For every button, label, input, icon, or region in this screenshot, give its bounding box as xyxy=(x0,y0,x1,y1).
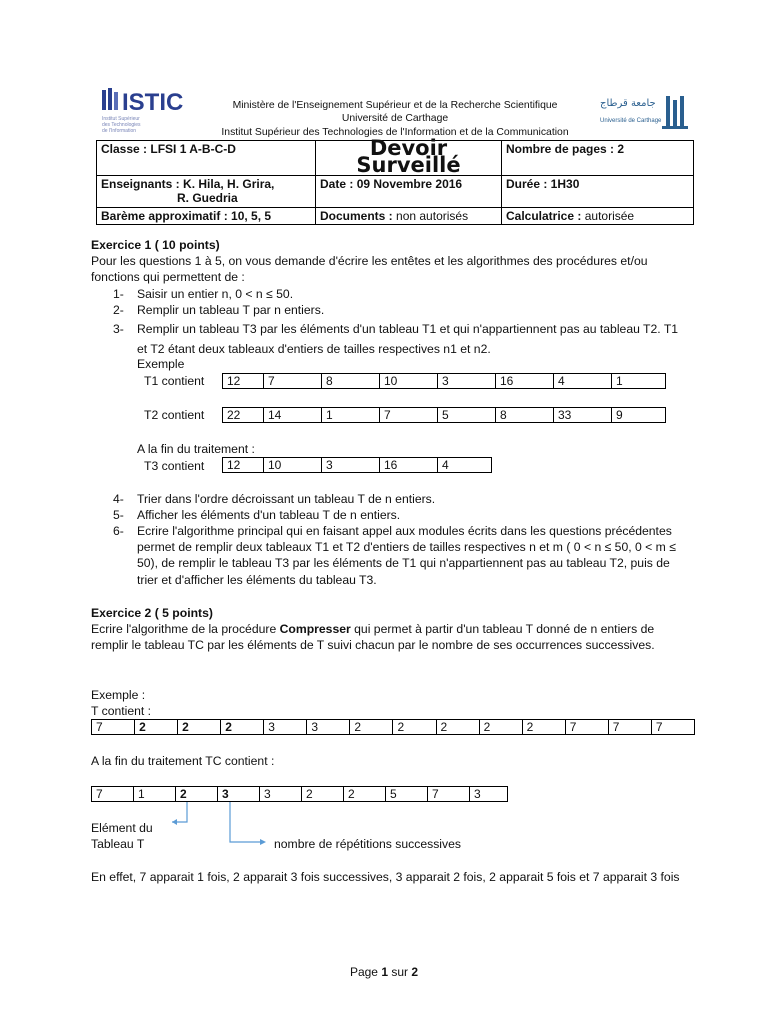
t-cell: 2 xyxy=(522,720,565,735)
ex2-intro: Ecrire l'algorithme de la procédure Compresser qui permet à partir d'un tableau T donné de n entiers de remplir le tableau TC par les éléments de T suivi chacun par le nombre de ses occurrences successives. xyxy=(91,622,655,653)
t-cell: 3 xyxy=(264,720,307,735)
tc-cell: 1 xyxy=(134,787,176,802)
ex2-explanation: En effet, 7 apparait 1 fois, 2 apparait 3 fois successives, 3 apparait 2 fois, 2 apparait 5 fois et 7 apparait 3 fois xyxy=(91,870,680,884)
exam-title: Devoir Surveillé xyxy=(316,141,502,176)
svg-text:جامعة قرطاج: جامعة قرطاج xyxy=(600,98,656,109)
pages-cell: Nombre de pages : 2 xyxy=(502,141,694,176)
t1-cell: 10 xyxy=(380,374,438,389)
t2-cell: 5 xyxy=(438,408,496,423)
t1-cell: 12 xyxy=(223,374,264,389)
tc-cell: 5 xyxy=(386,787,428,802)
t1-cell: 7 xyxy=(264,374,322,389)
classe-cell: Classe : LFSI 1 A-B-C-D xyxy=(97,141,316,176)
tc-cell: 2 xyxy=(344,787,386,802)
ex2-exemple: Exemple : xyxy=(91,688,146,702)
t3-cell: 4 xyxy=(438,458,492,473)
date-cell: Date : 09 Novembre 2016 xyxy=(316,176,502,208)
tc-cell: 3 xyxy=(218,787,260,802)
t2-cell: 8 xyxy=(496,408,554,423)
t-cell: 2 xyxy=(135,720,178,735)
t2-cell: 7 xyxy=(380,408,438,423)
t1-label: T1 contient xyxy=(144,374,205,388)
ex2-fin: A la fin du traitement TC contient : xyxy=(91,754,275,768)
t1-cell: 16 xyxy=(496,374,554,389)
t-cell: 2 xyxy=(479,720,522,735)
ex2-title: Exercice 2 ( 5 points) xyxy=(91,606,213,620)
svg-text:Institut Supérieur: Institut Supérieur xyxy=(102,116,140,122)
exam-info-table xyxy=(96,136,694,225)
ministry-line: Ministère de l'Enseignement Supérieur et de la Recherche Scientifique xyxy=(232,100,558,111)
svg-text:ISTIC: ISTIC xyxy=(122,89,184,116)
page-footer: Page 1 sur 2 xyxy=(349,965,419,979)
t1-cell: 4 xyxy=(554,374,612,389)
tc-cell: 3 xyxy=(470,787,508,802)
tc-cell: 2 xyxy=(302,787,344,802)
element-label: Elément du Tableau T xyxy=(91,821,153,852)
ex1-fin: A la fin du traitement : xyxy=(137,442,255,456)
ex1-exemple: Exemple xyxy=(137,357,185,371)
enseignants-cell: Enseignants : K. Hila, H. Grira, R. Guedria xyxy=(97,176,316,208)
tc-cell: 7 xyxy=(92,787,134,802)
t3-table xyxy=(222,457,492,473)
ex1-intro: Pour les questions 1 à 5, on vous demande d'écrire les entêtes et les algorithmes des procédures et/ou fonctions qui permettent de : xyxy=(91,254,648,285)
t-table xyxy=(91,719,695,735)
t-cell: 3 xyxy=(307,720,350,735)
t3-cell: 10 xyxy=(264,458,322,473)
t3-cell: 12 xyxy=(223,458,264,473)
t2-cell: 9 xyxy=(612,408,666,423)
university-line: Université de Carthage xyxy=(341,113,449,125)
documents-cell: Documents : non autorisés xyxy=(316,208,502,225)
t-cell: 2 xyxy=(393,720,436,735)
t-cell: 2 xyxy=(178,720,221,735)
t-cell: 2 xyxy=(350,720,393,735)
ministry-header xyxy=(210,99,580,139)
t2-table xyxy=(222,407,666,423)
svg-text:Université de Carthage: Université de Carthage xyxy=(600,118,662,124)
t-label: T contient : xyxy=(91,704,152,718)
ex1-item-6: 6- Ecrire l'algorithme principal qui en faisant appel aux modules écrits dans les questions précédentes permet de remplir deux tableaux T1 et T2 d'entiers de tailles respectives n et m ( 0 < n ≤ 50, 0 < m ≤ 50), de remplir le tableau T3 par les éléments de T1 qui n'appartiennent pas au tableau T2, puis de trier et d'afficher les éléments du tableau T3. xyxy=(113,524,676,587)
t3-cell: 16 xyxy=(380,458,438,473)
tc-cell: 7 xyxy=(428,787,470,802)
t2-cell: 22 xyxy=(223,408,264,423)
t-cell: 7 xyxy=(608,720,651,735)
repetition-label: nombre de répétitions successives xyxy=(274,837,461,851)
t2-cell: 1 xyxy=(322,408,380,423)
duree-cell: Durée : 1H30 xyxy=(502,176,694,208)
svg-text:de l'Information: de l'Information xyxy=(102,128,137,134)
t-cell: 7 xyxy=(651,720,694,735)
universite-carthage-logo xyxy=(596,92,692,134)
institute-line: Institut Supérieur des Technologies de l'Information et de la Communication xyxy=(221,126,569,138)
bareme-cell: Barème approximatif : 10, 5, 5 xyxy=(97,208,316,225)
t2-cell: 33 xyxy=(554,408,612,423)
t-cell: 7 xyxy=(92,720,135,735)
t2-cell: 14 xyxy=(264,408,322,423)
t3-label: T3 contient xyxy=(144,459,205,473)
svg-text:des Technologies: des Technologies xyxy=(102,122,141,128)
tc-cell: 2 xyxy=(176,787,218,802)
t-cell: 2 xyxy=(221,720,264,735)
ex1-item-4: 4- Trier dans l'ordre décroissant un tableau T de n entiers. xyxy=(113,492,436,506)
ex1-item-2: 2- Remplir un tableau T par n entiers. xyxy=(113,303,325,317)
ex1-item-1: 1- Saisir un entier n, 0 < n ≤ 50. xyxy=(113,287,294,301)
t1-table xyxy=(222,373,666,389)
istic-logo xyxy=(100,86,212,134)
t-cell: 7 xyxy=(565,720,608,735)
t3-cell: 3 xyxy=(322,458,380,473)
ex1-item-5: 5- Afficher les éléments d'un tableau T de n entiers. xyxy=(113,508,401,522)
tc-cell: 3 xyxy=(260,787,302,802)
t1-cell: 8 xyxy=(322,374,380,389)
ex1-title: Exercice 1 ( 10 points) xyxy=(91,238,220,252)
t1-cell: 3 xyxy=(438,374,496,389)
ex1-item-3: 3- Remplir un tableau T3 par les éléments d'un tableau T1 et qui n'appartiennent pas au tableau T2. T1 et T2 étant deux tableaux d'entiers de tailles respectives n1 et n2. xyxy=(113,322,679,356)
t1-cell: 1 xyxy=(612,374,666,389)
calculatrice-cell: Calculatrice : autorisée xyxy=(502,208,694,225)
t-cell: 2 xyxy=(436,720,479,735)
t2-label: T2 contient xyxy=(144,408,205,422)
